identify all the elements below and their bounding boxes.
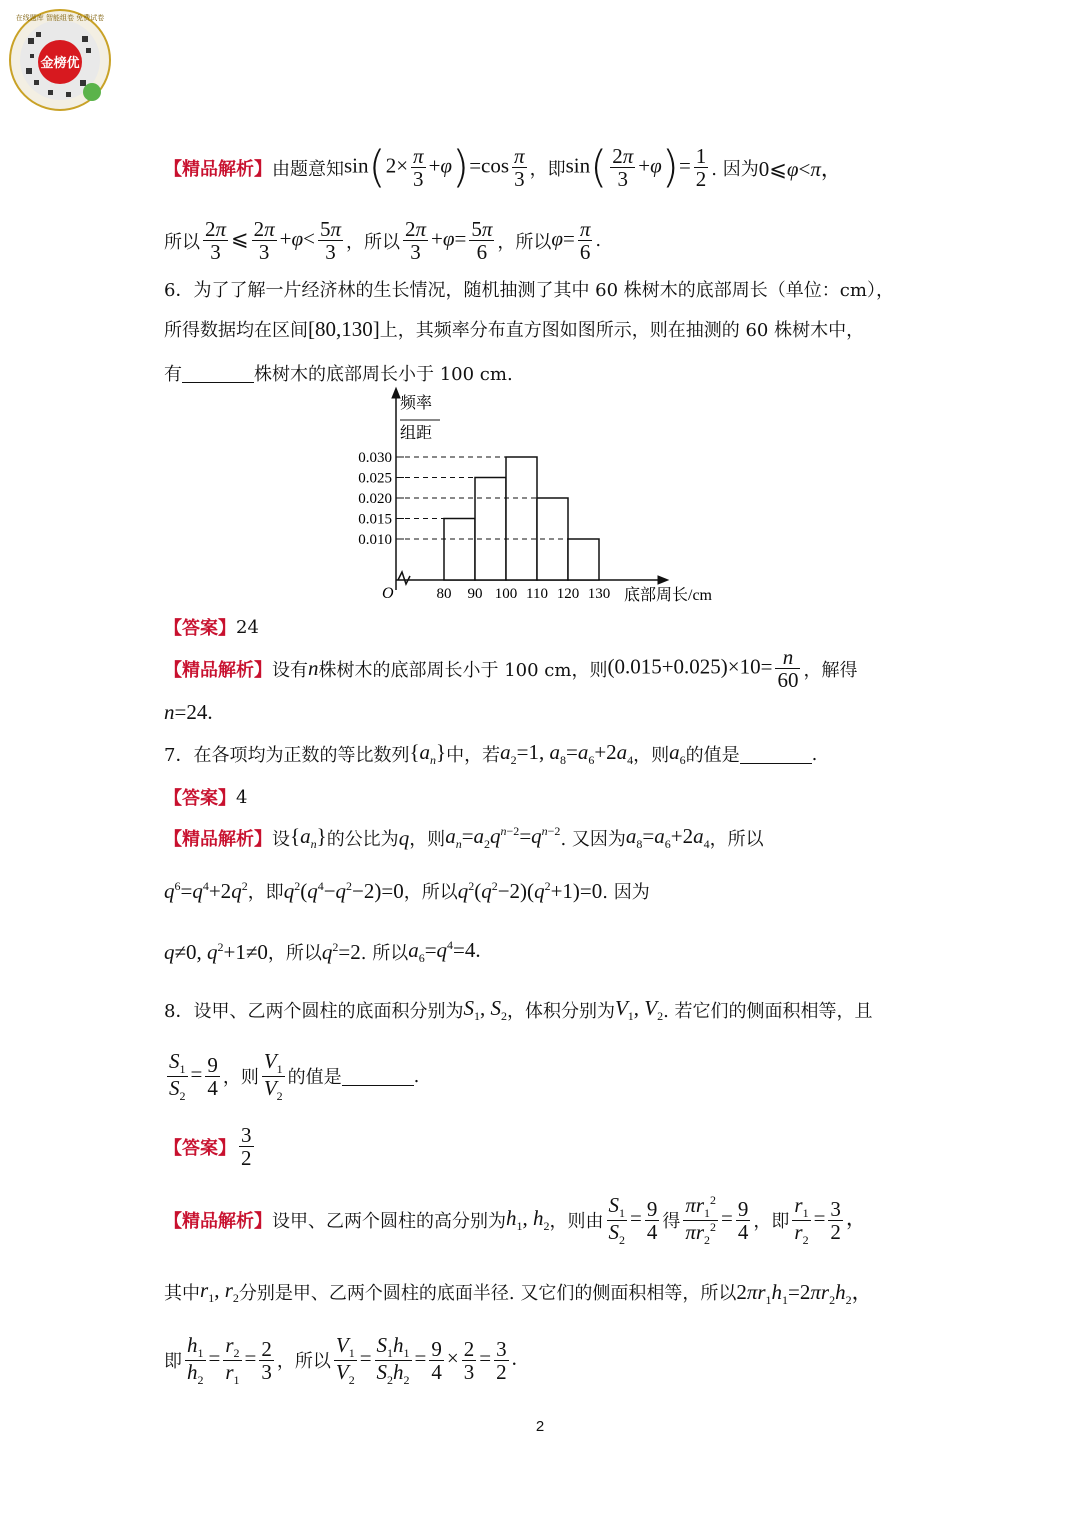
- text: . 又因为: [560, 829, 626, 851]
- math: sin( $\frac{2\pi}{3}$ +φ)= $\frac{1}{2}$: [565, 141, 707, 193]
- y-tick-label: 0.030: [358, 450, 392, 466]
- math: $q^2(q^4-q^2-2)=0$: [283, 878, 404, 903]
- q8-stem-line1: [164, 996, 873, 1024]
- q6-line2: [164, 316, 864, 342]
- q7-analysis-line1: [164, 824, 764, 852]
- x-tick-label: 100: [494, 586, 518, 602]
- text: ，即: [753, 1211, 790, 1233]
- interval: [80,130]: [308, 316, 380, 341]
- x-tick-label: 80: [436, 586, 452, 602]
- logo-ring-text: 在线题库 智能组卷 免费试卷: [15, 14, 105, 22]
- histogram-bar: [506, 457, 537, 580]
- x-tick-label: 90: [467, 586, 483, 602]
- q8-stem-line2: $\frac{S_1}{S_2}$ = $\frac{9}{4}$ ，则 $\frac{V_1}{V_2}$ 的值是 .: [164, 1050, 419, 1103]
- math: $\frac{2\pi}{3}$ ⩽ $\frac{2\pi}{3}$ +φ< $\frac{5\pi}{3}$: [205, 217, 342, 265]
- math: φ= $\frac{\pi}{6}$: [551, 217, 591, 265]
- text: ，体积分别为: [506, 1001, 615, 1023]
- math: q≠0, $q^2+1\ne 0$: [164, 939, 268, 964]
- text: 8．设甲、乙两个圆柱的底面积分别为: [164, 1001, 464, 1023]
- text: ，即: [529, 158, 566, 180]
- math: $a_n=a_2q^{n-2}=q^{n-2}$: [445, 824, 561, 852]
- math: n: [308, 656, 319, 681]
- answer-blank: [740, 745, 812, 764]
- text: ，解得: [803, 659, 858, 681]
- logo-brand: 金榜优: [40, 56, 80, 71]
- text: ，所以: [267, 943, 322, 965]
- y-tick-label: 0.015: [358, 511, 392, 528]
- ylabel-top: 频率: [400, 395, 433, 412]
- text: ，则: [222, 1067, 259, 1089]
- xlabel: 底部周长/cm: [624, 587, 712, 604]
- text: .: [595, 230, 602, 252]
- origin-label: O: [382, 585, 394, 602]
- text: 株树木的底部周长小于 100 cm，则: [318, 659, 608, 681]
- text: ，所以: [346, 231, 401, 253]
- text: 得: [662, 1211, 681, 1233]
- answer-value: 24: [236, 616, 259, 638]
- math: $a_8=a_6+2a_4$: [625, 824, 710, 852]
- analysis-tag: 【精品解析】: [164, 158, 272, 180]
- x-tick-label: 110: [526, 586, 548, 602]
- answer-value: $\frac{3}{2}$: [241, 1123, 252, 1171]
- text: ，所以: [497, 231, 552, 253]
- answer-tag: 【答案】: [164, 618, 236, 639]
- math: $\frac{V_1}{V_2}$: [263, 1049, 283, 1103]
- text: . 因为: [711, 158, 759, 180]
- q6-answer: [164, 614, 259, 640]
- math: $V_1$, $V_2$: [614, 996, 664, 1024]
- q7-answer: [164, 784, 247, 810]
- analysis-tag: 【精品解析】: [164, 659, 272, 681]
- q7-analysis-line2: [164, 878, 650, 904]
- text: 其中: [164, 1283, 200, 1305]
- answer-tag: 【答案】: [164, 1137, 236, 1159]
- math: $a_2=1$, $a_8=a_6+2a_4$: [500, 740, 634, 768]
- text: 的值是: [287, 1067, 342, 1089]
- text: ，所以: [709, 829, 764, 851]
- q8-analysis-line3: [164, 1334, 517, 1387]
- text: 设甲、乙两个圆柱的高分别为: [272, 1211, 506, 1233]
- histogram-bar: [444, 519, 475, 581]
- math: $\frac{V_1}{V_2}$ = $\frac{S_1h_1}{S_2h_2}$ = $\frac{9}{4}$ × $\frac{2}{3}$ = $\frac{3}{2}$ .: [335, 1333, 517, 1387]
- text: 株树木的底部周长小于 100 cm.: [254, 364, 513, 385]
- q7-stem: 7．在各项均为正数的等比数列 $\{a_n\}$ 中，若 $a_2=1$, $a_8=a_6+2a_4$ ，则 $a_6$ 的值是 .: [164, 740, 818, 768]
- text: ，所以: [403, 882, 458, 903]
- x-tick-label: 130: [587, 586, 611, 602]
- text: 由题意知: [272, 158, 344, 180]
- math: $\frac{S_1}{S_2}$ = $\frac{9}{4}$: [169, 1049, 218, 1103]
- q6-analysis-line1: [164, 646, 857, 691]
- math: $q^2(q^2-2)(q^2+1)=0$: [457, 878, 603, 903]
- analysis-tag: 【精品解析】: [164, 1211, 272, 1233]
- math: 0⩽φ<π，: [758, 156, 842, 181]
- q6-analysis-line2: n=24.: [164, 700, 213, 724]
- text: ，则由: [549, 1211, 604, 1233]
- text: 的公比为: [326, 829, 399, 851]
- text: . 因为: [602, 882, 650, 903]
- text: . 所以: [360, 943, 409, 965]
- q8-answer: [164, 1124, 257, 1169]
- text: . 若它们的侧面积相等，且: [663, 1001, 873, 1023]
- q8-analysis-line1: [164, 1194, 867, 1247]
- x-tick-label: 120: [556, 586, 580, 602]
- math: $q^2=2$: [321, 939, 361, 964]
- ylabel-bottom: 组距: [400, 425, 433, 442]
- math: $\frac{\pi r_1^2}{\pi r_2^2}$ = $\frac{9}{4}$: [685, 1193, 749, 1247]
- text: 有: [164, 364, 182, 385]
- text: 所得数据均在区间: [164, 320, 308, 341]
- text: 7．在各项均为正数的等比数列: [164, 745, 410, 767]
- y-tick-label: 0.020: [358, 491, 392, 507]
- text: 设有: [272, 659, 308, 681]
- math: q: [398, 825, 410, 850]
- text: 的值是: [685, 745, 740, 767]
- q6-line3: [164, 360, 513, 386]
- page-number: 2: [535, 1418, 545, 1435]
- text: ，则: [409, 829, 446, 851]
- math: $S_1$, $S_2$: [463, 996, 507, 1024]
- text: ，则: [633, 745, 670, 767]
- q8-analysis-line2: [164, 1276, 873, 1308]
- logo: [8, 8, 112, 112]
- text: 中，若: [446, 745, 501, 767]
- y-tick-label: 0.025: [358, 470, 392, 487]
- q7-analysis-line3: [164, 938, 481, 966]
- math: $\frac{2\pi}{3}$ +φ= $\frac{5\pi}{6}$: [405, 217, 493, 265]
- math: (0.015+0.025)×10= $\frac{n}{60}$: [607, 645, 799, 693]
- math: sin(2× $\frac{\pi}{3}$ +φ)=cos $\frac{\pi}{3}$: [344, 141, 525, 193]
- text: 即: [164, 1351, 182, 1373]
- math: $\frac{S_1}{S_2}$ = $\frac{9}{4}$: [608, 1193, 658, 1247]
- q5-analysis-line2: [164, 218, 601, 263]
- math: $a_6=q^4=4$.: [408, 938, 481, 966]
- text: ，即: [247, 882, 284, 903]
- answer-value: 4: [236, 786, 248, 808]
- histogram-bar: [475, 478, 506, 581]
- q6-line1: 6．为了了解一片经济林的生长情况，随机抽测了其中 60 株树木的底部周长（单位：cm），: [164, 280, 894, 301]
- answer-blank: [342, 1067, 414, 1086]
- math: $h_1$, $h_2$: [506, 1206, 550, 1234]
- math: $\frac{h_1}{h_2}$ = $\frac{r_2}{r_1}$ = $\frac{2}{3}$: [187, 1333, 272, 1387]
- math: $\frac{r_1}{r_2}$ = $\frac{3}{2}$ ，: [794, 1193, 867, 1247]
- q5-analysis-line1: [164, 141, 842, 193]
- text: 设: [272, 829, 290, 851]
- math: $a_6$: [669, 740, 686, 768]
- answer-blank: [182, 364, 254, 383]
- analysis-tag: 【精品解析】: [164, 829, 272, 851]
- histogram-bar: [568, 539, 599, 580]
- answer-tag: 【答案】: [164, 788, 236, 809]
- math: $\{a_n\}$: [409, 740, 447, 768]
- math: $q^6=q^4+2q^2$: [164, 878, 248, 903]
- math: $\{a_n\}$: [290, 824, 327, 852]
- text: ，所以: [276, 1351, 331, 1373]
- y-tick-label: 0.010: [358, 532, 392, 548]
- math: $2\pi r_1h_1=2\pi r_2h_2$，: [736, 1280, 873, 1308]
- math: $r_1$, $r_2$: [200, 1278, 239, 1306]
- histogram: [340, 386, 760, 611]
- text: 分别是甲、乙两个圆柱的底面半径. 又它们的侧面积相等，所以: [238, 1283, 737, 1305]
- text: 上，其频率分布直方图如图所示，则在抽测的 60 株树木中，: [379, 320, 865, 341]
- text: 所以: [164, 231, 200, 253]
